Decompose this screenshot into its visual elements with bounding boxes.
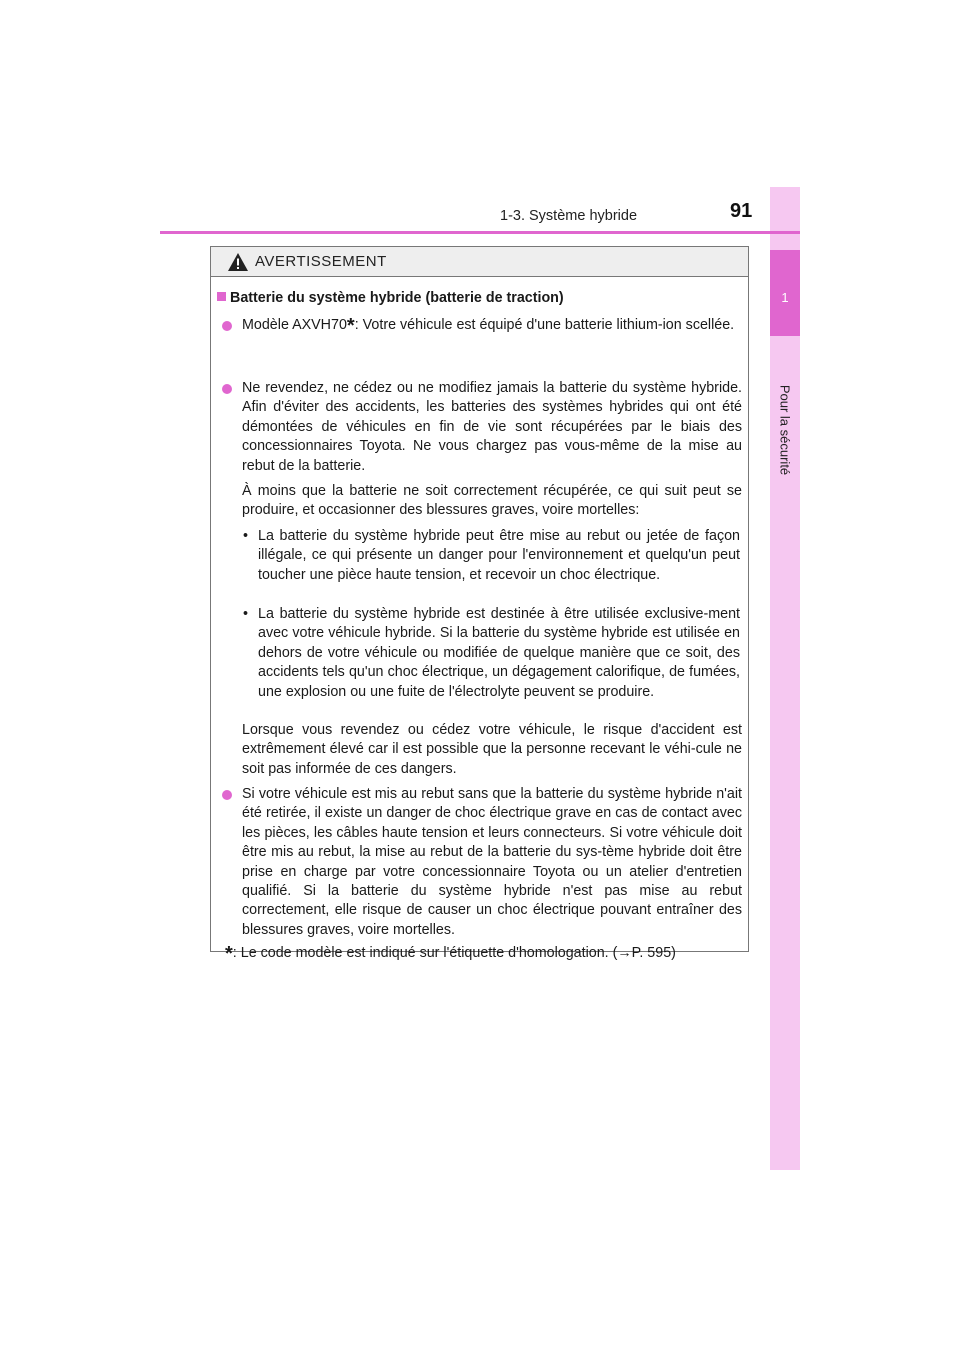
paragraph-text: À moins que la batterie ne soit correctement récupérée, ce qui suit peut se produire, et occasionner des blessures graves, voire mortelles: [242,483,742,519]
paragraph [242,482,742,521]
bullet-text: Si votre véhicule est mis au rebut sans que la batterie du système hybride n'ait été retirée, il existe un danger de choc électrique grave en cas de contact avec les pièces, les câbles haute tension et leurs connecteurs. Si votre véhicule doit être mis au rebut, la mise au rebut de la batterie du sys-tème hybride doit être prise en charge par votre concessionnaire Toyota ou un atelier d'entretien qualifié. Si la batterie du système hybride n'est pas mise au rebut correctement, elle risque de causer un choc électrique pouvant entraîner des blessures graves, voire mortelles. [242,786,742,938]
paragraph-text: Lorsque vous revendez ou cédez votre véhicule, le risque d'accident est extrêmement élevé car il est possible que la personne recevant le véhi-cule ne soit pas informée de ces dangers. [242,722,742,777]
warning-header [211,247,748,277]
footnote-body: : Le code modèle est indiqué sur l'étiquette d'homologation. (→P. 595) [232,945,676,961]
warning-title: AVERTISSEMENT [255,253,387,270]
header-rule [160,231,800,234]
section-title: 1-3. Système hybride [500,208,638,224]
side-tab-number: 1 [781,290,789,305]
bullet-item [242,316,742,335]
bullet-item [242,379,742,476]
bullet-text: Ne revendez, ne cédez ou ne modifiez jamais la batterie du système hybride. Afin d'éviter des accidents, les batteries des systèmes hybrides qui ont été démontées de véhicules en fin de vie sont récupérées par le biais des concessionnaires Toyota. Ne vous chargez pas vous-même de la mise au rebut de la batterie. [242,380,742,474]
warning-triangle-icon [227,252,249,272]
circle-bullet-icon [222,321,232,331]
side-tab-label: Pour la sécurité [777,384,793,476]
dot-bullet: • [243,606,249,622]
warning-heading-text: Batterie du système hybride (batterie de traction) [230,290,564,306]
circle-bullet-icon [222,384,232,394]
footnote-text [225,944,742,963]
warning-heading [217,289,742,308]
sub-item-text: La batterie du système hybride peut être mise au rebut ou jetée de façon illégale, ce qui présente un danger pour l'environnement et quelqu'un peut toucher une pièce haute tension, et recevoir un choc électrique. [258,528,740,583]
paragraph [242,721,742,779]
sub-item [243,527,740,585]
model-note: : Votre véhicule est équipé d'une batterie lithium-ion scellée. [354,317,735,333]
asterisk-mark: * [346,315,355,337]
dot-bullet: • [243,528,249,544]
page-number: 91 [730,200,753,222]
square-bullet-icon [217,292,226,301]
sub-item-text: La batterie du système hybride est destinée à être utilisée exclusive-ment avec votre véhicule hybride. Si la batterie du système hybride est utilisée en dehors de votre véhicule ou modifiée de quelque manière que ce soit, des accidents tels qu'un choc électrique, un dégagement calorifique, de fumées, une explosion ou une fuite de l'électrolyte peuvent se produire. [258,606,740,700]
model-text: Modèle AXVH70 [242,317,347,333]
footnote [225,944,742,963]
circle-bullet-icon [222,790,232,800]
bullet-item [242,785,742,940]
asterisk-mark: * [225,943,233,965]
warning-box [210,246,749,965]
bullet-text [242,316,742,335]
sub-item [243,605,740,702]
